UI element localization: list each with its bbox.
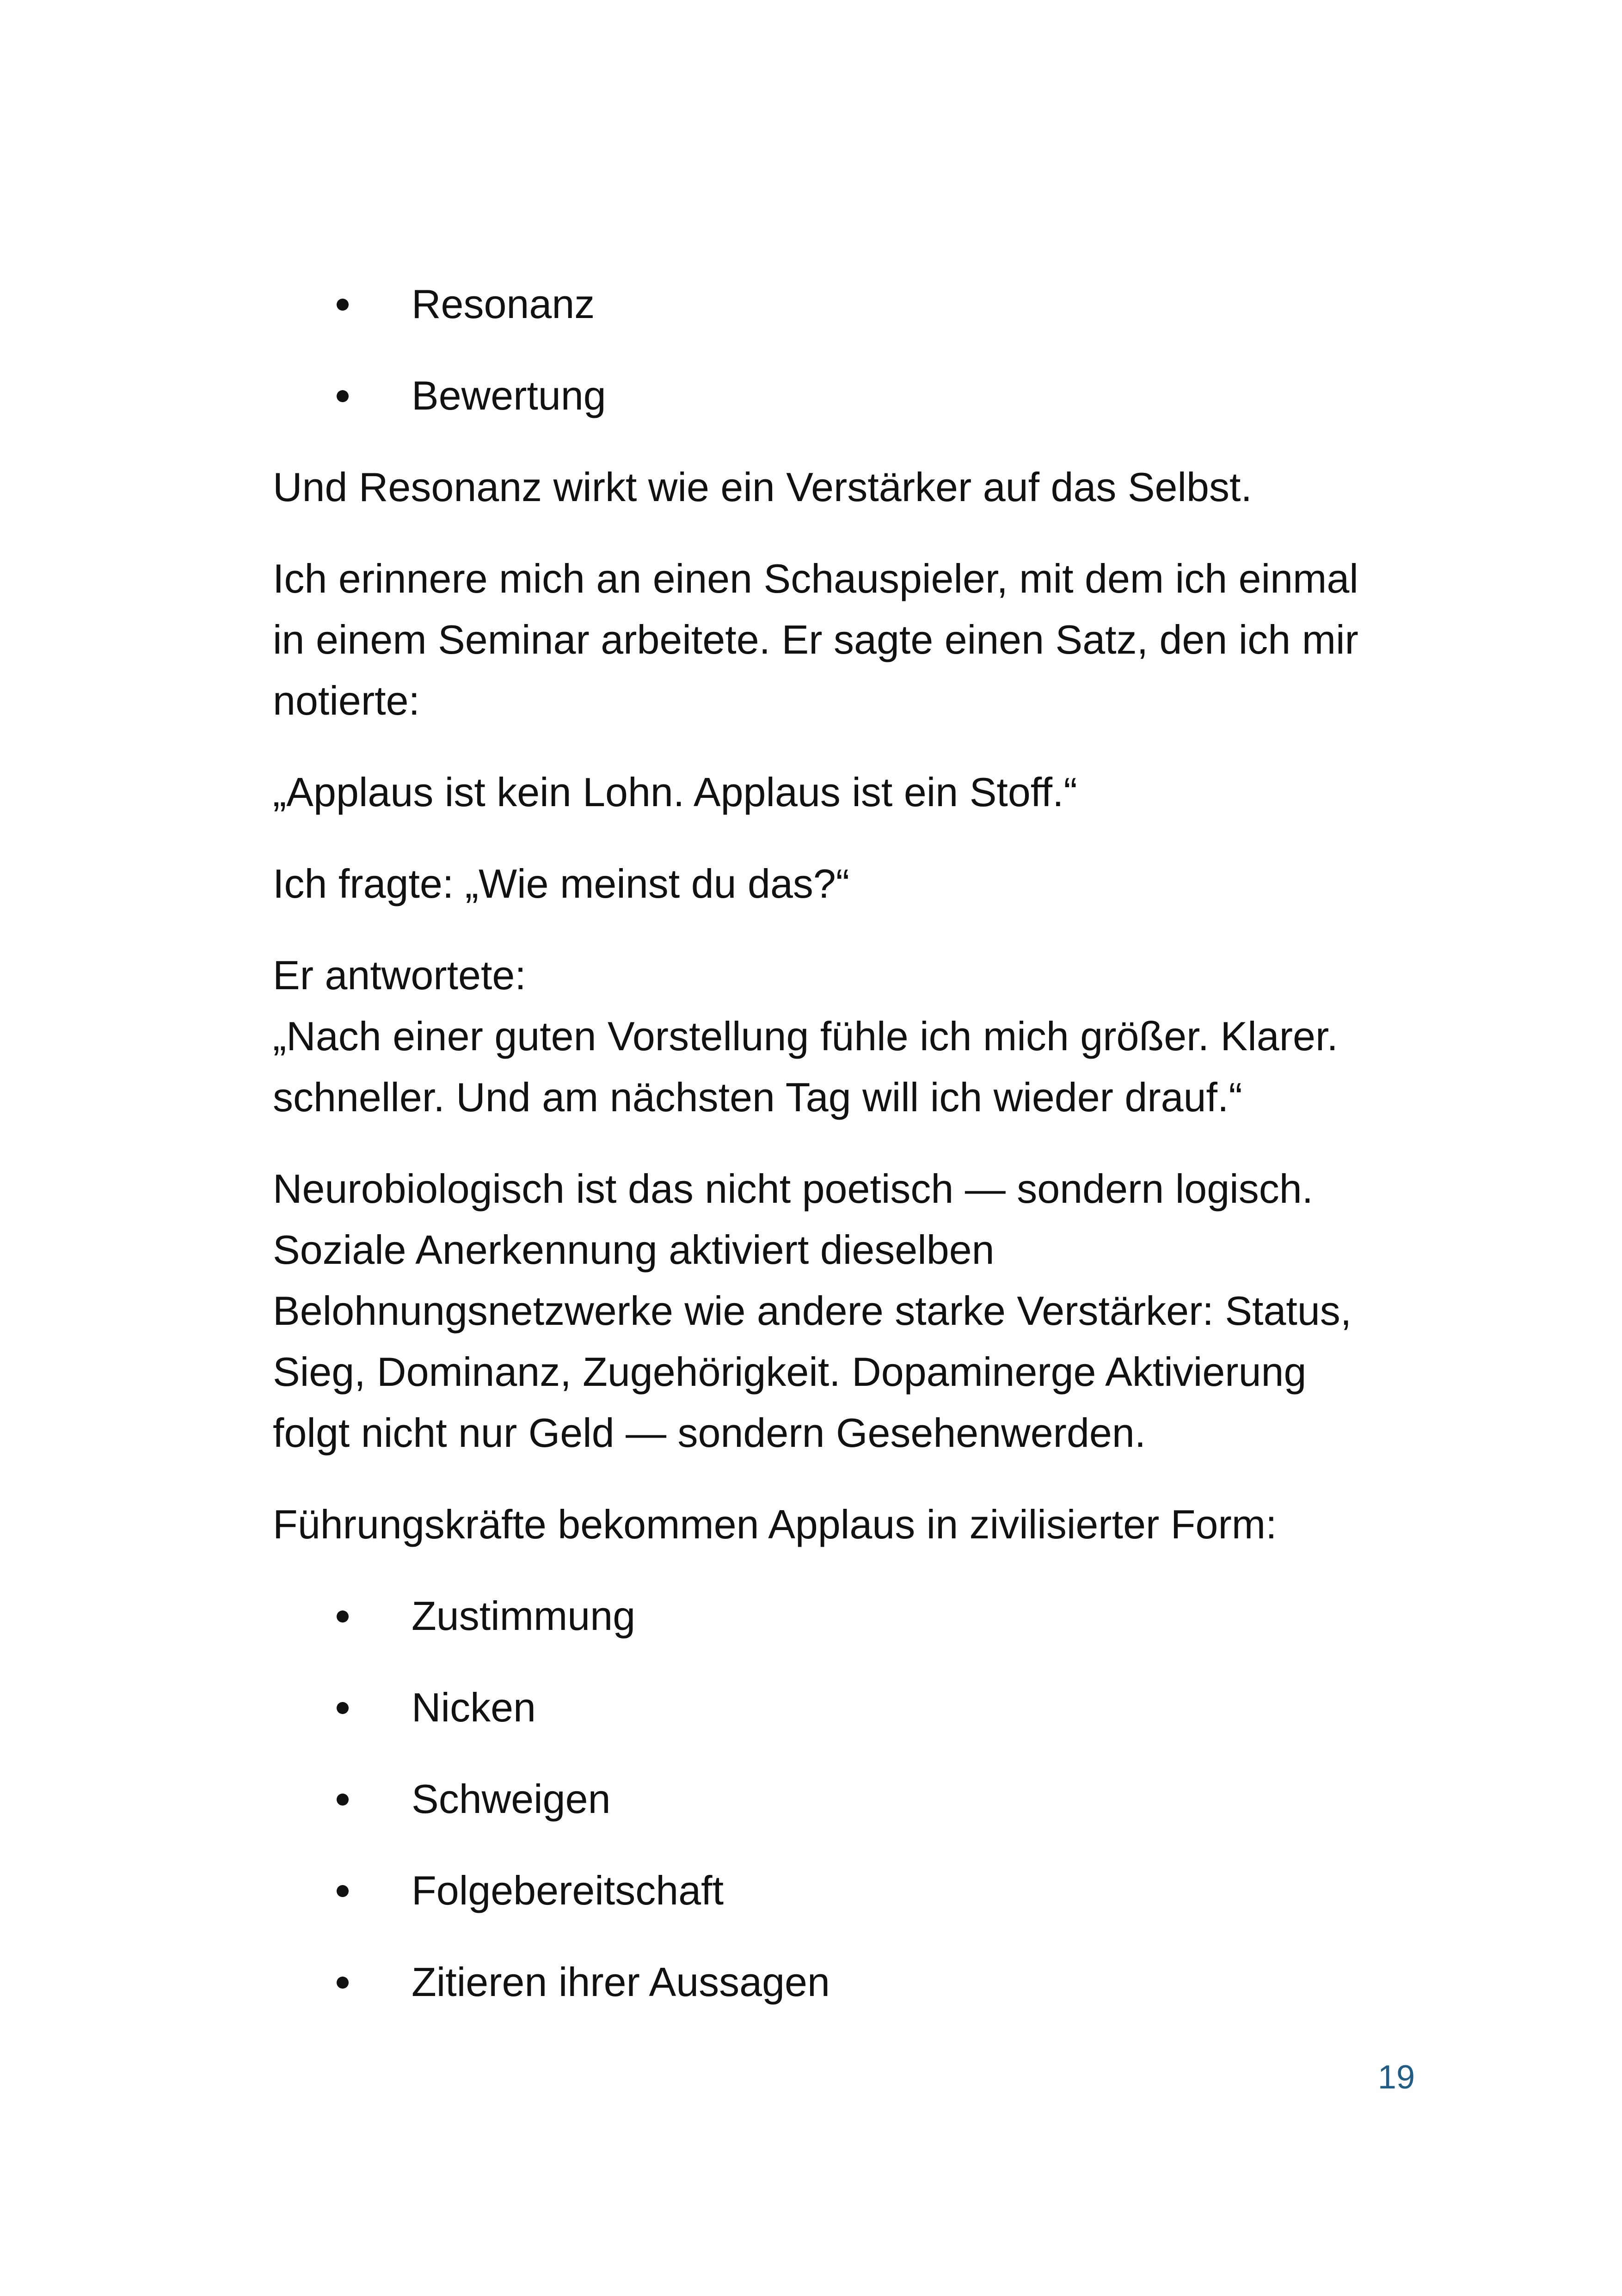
paragraph-schauspieler (273, 548, 1419, 731)
paragraph-line: Sieg, Dominanz, Zugehörigkeit. Dopaminerge Aktivierung (273, 1349, 1307, 1395)
paragraph-neurobiologie (273, 1158, 1419, 1463)
bullet-icon (337, 1610, 349, 1623)
paragraph-fuehrungskraefte (273, 1494, 1419, 1555)
paragraph-line: Belohnungsnetzwerke wie andere starke Verstärker: Status, (273, 1288, 1352, 1334)
bullet-icon (337, 390, 349, 402)
paragraph-line: Neurobiologisch ist das nicht poetisch — sondern logisch. (273, 1166, 1314, 1212)
bullet-item-zitieren (273, 1952, 1419, 2013)
paragraph-frage (273, 853, 1419, 914)
bullet-item-nicken (273, 1677, 1419, 1738)
bullet-icon (337, 1977, 349, 1989)
bullet-text: Schweigen (412, 1776, 611, 1822)
paragraph-line: in einem Seminar arbeitete. Er sagte einen Satz, den ich mir (273, 617, 1358, 662)
paragraph-line: Ich fragte: „Wie meinst du das?“ (273, 861, 850, 906)
paragraph-applaus-quote (273, 762, 1419, 823)
bullet-icon (337, 1885, 349, 1897)
paragraph-line: folgt nicht nur Geld — sondern Gesehenwerden. (273, 1410, 1146, 1456)
paragraph-line: Er antwortete: (273, 952, 526, 998)
paragraph-line: „Nach einer guten Vorstellung fühle ich mich größer. Klarer. (273, 1013, 1338, 1059)
paragraph-line: Führungskräfte bekommen Applaus in zivilisierter Form: (273, 1501, 1277, 1547)
bullet-icon (337, 1702, 349, 1714)
page-number: 19 (1377, 2059, 1415, 2096)
paragraph-line: „Applaus ist kein Lohn. Applaus ist ein Stoff.“ (273, 769, 1077, 815)
bullet-icon (337, 299, 349, 311)
paragraph-line: schneller. Und am nächsten Tag will ich wieder drauf.“ (273, 1074, 1242, 1120)
bullet-item-bewertung (273, 365, 1419, 426)
bullet-item-resonanz (273, 274, 1419, 335)
bullet-item-folgebereitschaft (273, 1860, 1419, 1921)
bullet-text: Nicken (412, 1684, 536, 1730)
bullet-icon (337, 1794, 349, 1806)
bullet-text: Folgebereitschaft (412, 1867, 724, 1913)
paragraph-resonanz-verstaerker (273, 457, 1419, 518)
paragraph-line: Soziale Anerkennung aktiviert dieselben (273, 1227, 995, 1273)
bullet-text: Resonanz (412, 281, 595, 327)
paragraph-line: notierte: (273, 678, 420, 723)
bullet-item-zustimmung (273, 1586, 1419, 1647)
bullet-text: Bewertung (412, 373, 606, 418)
bullet-text: Zustimmung (412, 1593, 636, 1639)
paragraph-antwort (273, 945, 1419, 1128)
paragraph-line: Ich erinnere mich an einen Schauspieler, mit dem ich einmal (273, 556, 1358, 601)
bullet-item-schweigen (273, 1769, 1419, 1830)
bullet-text: Zitieren ihrer Aussagen (412, 1959, 830, 2005)
paragraph-line: Und Resonanz wirkt wie ein Verstärker auf das Selbst. (273, 464, 1252, 510)
